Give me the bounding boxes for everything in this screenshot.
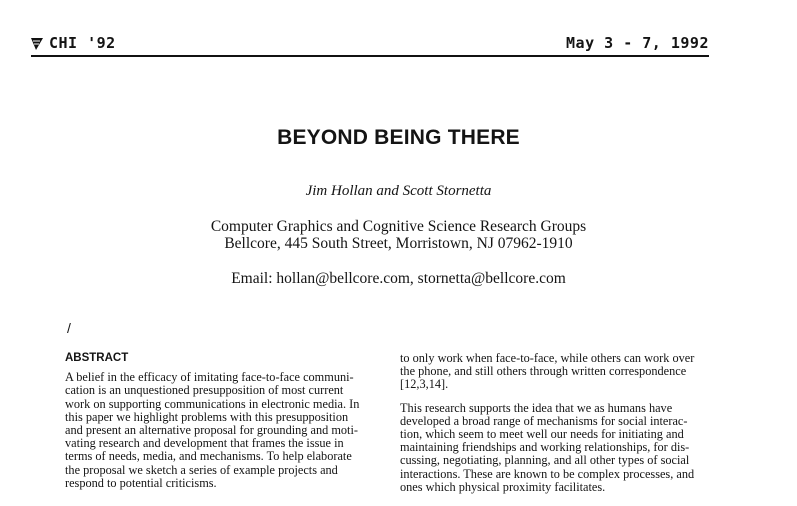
body-paragraph-2	[400, 402, 707, 494]
body-line: developed a broad range of mechanisms for social interac-	[400, 413, 688, 428]
affiliation-line-2: Bellcore, 445 South Street, Morristown, NJ 07962-1910	[224, 235, 573, 252]
paper-affiliation	[0, 218, 797, 252]
abstract-line: terms of needs, media, and mechanisms. To help elaborate	[65, 449, 352, 464]
conference-header	[31, 34, 116, 52]
abstract-line: respond to potential criticisms.	[65, 475, 217, 490]
stray-mark: /	[67, 320, 71, 336]
body-paragraph-1	[400, 352, 707, 392]
conference-name: CHI '92	[49, 34, 116, 52]
paper-title: BEYOND BEING THERE	[277, 126, 520, 149]
abstract-line: work on supporting communications in electronic media. In	[65, 396, 360, 411]
paper-authors: Jim Hollan and Scott Stornetta	[305, 183, 492, 199]
body-line: tion, which seem to meet well our needs for initiating and	[400, 427, 684, 442]
abstract-line: and present an alternative proposal for grounding and moti-	[65, 423, 358, 438]
triangle-logo-icon	[31, 37, 43, 50]
abstract-body	[65, 371, 371, 490]
abstract-column	[65, 352, 371, 490]
paper-email: Email: hollan@bellcore.com, stornetta@bellcore.com	[231, 270, 566, 287]
abstract-line: this paper we highlight problems with this presupposition	[65, 409, 349, 424]
abstract-heading: ABSTRACT	[65, 352, 129, 364]
abstract-line: A belief in the efficacy of imitating face-to-face communi-	[65, 370, 354, 385]
abstract-line: vating research and development that frames the issue in	[65, 436, 344, 451]
abstract-line: cation is an unquestioned presupposition of most current	[65, 383, 344, 398]
body-right-column	[400, 352, 707, 494]
body-line: [12,3,14].	[400, 377, 449, 392]
affiliation-line-1: Computer Graphics and Cognitive Science Research Groups	[210, 218, 587, 235]
body-line: This research supports the idea that we as humans have	[400, 400, 673, 415]
abstract-line: the proposal we sketch a series of example projects and	[65, 462, 338, 477]
body-line: ones which physical proximity facilitates.	[400, 479, 606, 494]
header-rule	[31, 55, 709, 57]
conference-dates: May 3 - 7, 1992	[566, 34, 709, 52]
body-line: cussing, negotiating, planning, and all other types of social	[400, 453, 690, 468]
body-line: the phone, and still others through written correspondence	[400, 364, 687, 379]
body-line: maintaining friendships and working relationships, for dis-	[400, 440, 690, 455]
body-line: interactions. These are known to be complex processes, and	[400, 466, 695, 481]
body-line: to only work when face-to-face, while others can work over	[400, 351, 695, 365]
